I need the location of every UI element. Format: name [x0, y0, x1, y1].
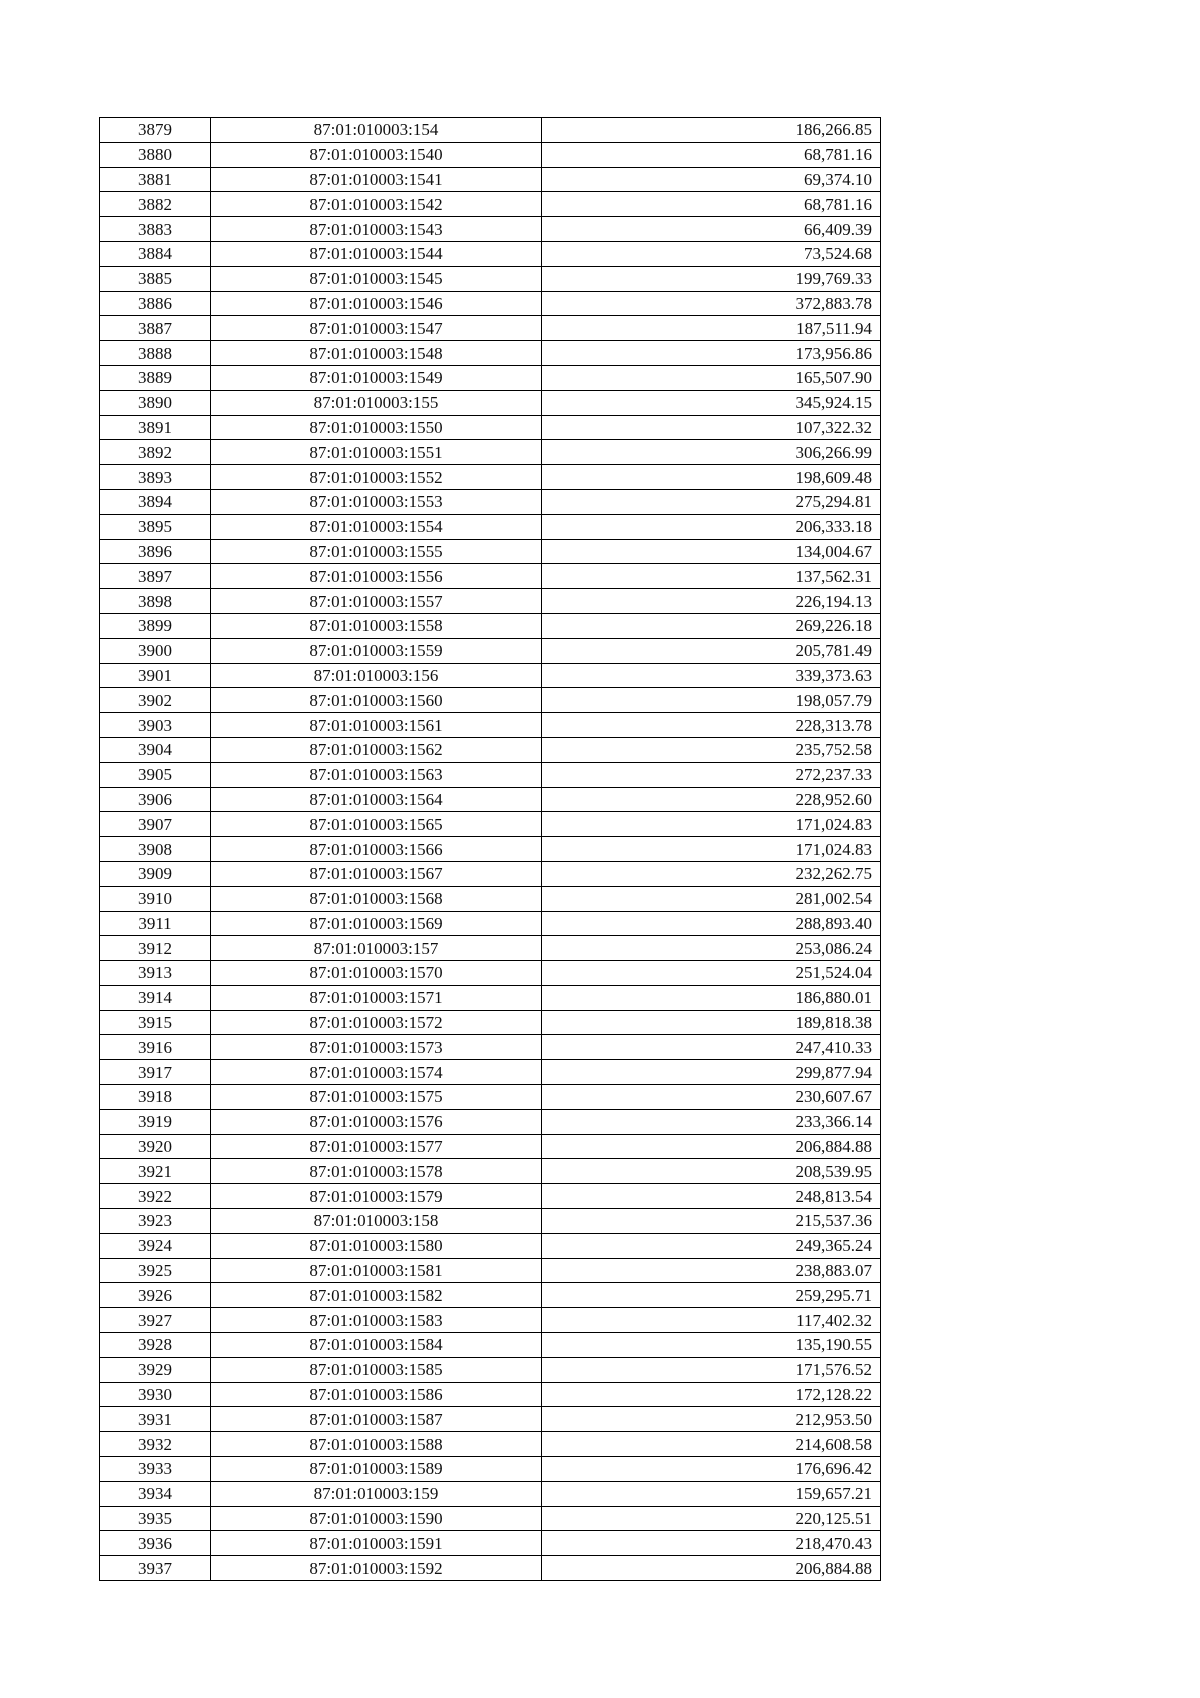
cadastral-number-cell: 87:01:010003:1572 — [211, 1010, 542, 1035]
table-row — [100, 762, 881, 787]
row-number-cell: 3885 — [100, 266, 211, 291]
row-number-cell: 3901 — [100, 663, 211, 688]
value-cell: 249,365.24 — [542, 1233, 881, 1258]
table-row — [100, 365, 881, 390]
cadastral-number-cell: 87:01:010003:159 — [211, 1481, 542, 1506]
cadastral-number-cell: 87:01:010003:1582 — [211, 1283, 542, 1308]
value-cell: 226,194.13 — [542, 589, 881, 614]
cadastral-number-cell: 87:01:010003:1560 — [211, 688, 542, 713]
value-cell: 68,781.16 — [542, 142, 881, 167]
table-row — [100, 1333, 881, 1358]
row-number-cell: 3937 — [100, 1556, 211, 1581]
table-row — [100, 217, 881, 242]
row-number-cell: 3929 — [100, 1357, 211, 1382]
cadastral-number-cell: 87:01:010003:1592 — [211, 1556, 542, 1581]
row-number-cell: 3911 — [100, 911, 211, 936]
row-number-cell: 3913 — [100, 961, 211, 986]
row-number-cell: 3926 — [100, 1283, 211, 1308]
table-row — [100, 1209, 881, 1234]
value-cell: 199,769.33 — [542, 266, 881, 291]
cadastral-number-cell: 87:01:010003:1567 — [211, 861, 542, 886]
cadastral-number-cell: 87:01:010003:1579 — [211, 1184, 542, 1209]
table-row — [100, 688, 881, 713]
table-row — [100, 638, 881, 663]
cadastral-number-cell: 87:01:010003:1583 — [211, 1308, 542, 1333]
cadastral-number-cell: 87:01:010003:1573 — [211, 1035, 542, 1060]
value-cell: 272,237.33 — [542, 762, 881, 787]
row-number-cell: 3917 — [100, 1060, 211, 1085]
cadastral-number-cell: 87:01:010003:1541 — [211, 167, 542, 192]
row-number-cell: 3918 — [100, 1085, 211, 1110]
table-row — [100, 539, 881, 564]
table-row — [100, 1134, 881, 1159]
row-number-cell: 3932 — [100, 1432, 211, 1457]
row-number-cell: 3930 — [100, 1382, 211, 1407]
value-cell: 288,893.40 — [542, 911, 881, 936]
row-number-cell: 3908 — [100, 837, 211, 862]
cadastral-number-cell: 87:01:010003:1561 — [211, 713, 542, 738]
table-row — [100, 390, 881, 415]
table-row — [100, 1184, 881, 1209]
value-cell: 205,781.49 — [542, 638, 881, 663]
cadastral-number-cell: 87:01:010003:1549 — [211, 365, 542, 390]
cadastral-number-cell: 87:01:010003:1563 — [211, 762, 542, 787]
cadastral-number-cell: 87:01:010003:1565 — [211, 812, 542, 837]
table-row — [100, 316, 881, 341]
cadastral-number-cell: 87:01:010003:1562 — [211, 737, 542, 762]
cadastral-number-cell: 87:01:010003:1552 — [211, 465, 542, 490]
row-number-cell: 3919 — [100, 1109, 211, 1134]
row-number-cell: 3889 — [100, 365, 211, 390]
table-row — [100, 713, 881, 738]
value-cell: 372,883.78 — [542, 291, 881, 316]
value-cell: 73,524.68 — [542, 241, 881, 266]
row-number-cell: 3909 — [100, 861, 211, 886]
value-cell: 238,883.07 — [542, 1258, 881, 1283]
value-cell: 235,752.58 — [542, 737, 881, 762]
row-number-cell: 3886 — [100, 291, 211, 316]
value-cell: 247,410.33 — [542, 1035, 881, 1060]
value-cell: 206,884.88 — [542, 1134, 881, 1159]
value-cell: 253,086.24 — [542, 936, 881, 961]
table-row — [100, 589, 881, 614]
row-number-cell: 3920 — [100, 1134, 211, 1159]
value-cell: 135,190.55 — [542, 1333, 881, 1358]
table-row — [100, 167, 881, 192]
row-number-cell: 3922 — [100, 1184, 211, 1209]
cadastral-number-cell: 87:01:010003:1574 — [211, 1060, 542, 1085]
table-row — [100, 737, 881, 762]
table-row — [100, 489, 881, 514]
cadastral-number-cell: 87:01:010003:1553 — [211, 489, 542, 514]
row-number-cell: 3905 — [100, 762, 211, 787]
table-row — [100, 118, 881, 143]
value-cell: 306,266.99 — [542, 440, 881, 465]
cadastral-value-table — [99, 117, 881, 1581]
row-number-cell: 3894 — [100, 489, 211, 514]
value-cell: 275,294.81 — [542, 489, 881, 514]
table-row — [100, 1556, 881, 1581]
table-row — [100, 613, 881, 638]
cadastral-number-cell: 87:01:010003:1557 — [211, 589, 542, 614]
cadastral-number-cell: 87:01:010003:1544 — [211, 241, 542, 266]
cadastral-number-cell: 87:01:010003:156 — [211, 663, 542, 688]
cadastral-number-cell: 87:01:010003:1551 — [211, 440, 542, 465]
value-cell: 208,539.95 — [542, 1159, 881, 1184]
table-row — [100, 1109, 881, 1134]
cadastral-number-cell: 87:01:010003:1591 — [211, 1531, 542, 1556]
value-cell: 165,507.90 — [542, 365, 881, 390]
table-row — [100, 812, 881, 837]
row-number-cell: 3924 — [100, 1233, 211, 1258]
table-row — [100, 663, 881, 688]
table-row — [100, 961, 881, 986]
value-cell: 117,402.32 — [542, 1308, 881, 1333]
row-number-cell: 3900 — [100, 638, 211, 663]
row-number-cell: 3915 — [100, 1010, 211, 1035]
cadastral-number-cell: 87:01:010003:1558 — [211, 613, 542, 638]
value-cell: 69,374.10 — [542, 167, 881, 192]
table-row — [100, 1506, 881, 1531]
value-cell: 68,781.16 — [542, 192, 881, 217]
row-number-cell: 3891 — [100, 415, 211, 440]
row-number-cell: 3933 — [100, 1457, 211, 1482]
row-number-cell: 3931 — [100, 1407, 211, 1432]
row-number-cell: 3906 — [100, 787, 211, 812]
cadastral-number-cell: 87:01:010003:1586 — [211, 1382, 542, 1407]
row-number-cell: 3916 — [100, 1035, 211, 1060]
value-cell: 259,295.71 — [542, 1283, 881, 1308]
cadastral-number-cell: 87:01:010003:1571 — [211, 985, 542, 1010]
table-row — [100, 341, 881, 366]
cadastral-number-cell: 87:01:010003:1577 — [211, 1134, 542, 1159]
table-row — [100, 1085, 881, 1110]
cadastral-number-cell: 87:01:010003:1540 — [211, 142, 542, 167]
row-number-cell: 3910 — [100, 886, 211, 911]
value-cell: 215,537.36 — [542, 1209, 881, 1234]
value-cell: 198,609.48 — [542, 465, 881, 490]
value-cell: 218,470.43 — [542, 1531, 881, 1556]
value-cell: 228,952.60 — [542, 787, 881, 812]
table-row — [100, 837, 881, 862]
row-number-cell: 3897 — [100, 564, 211, 589]
table-row — [100, 936, 881, 961]
cadastral-number-cell: 87:01:010003:1545 — [211, 266, 542, 291]
cadastral-number-cell: 87:01:010003:1581 — [211, 1258, 542, 1283]
row-number-cell: 3903 — [100, 713, 211, 738]
table-row — [100, 1481, 881, 1506]
row-number-cell: 3914 — [100, 985, 211, 1010]
table-row — [100, 1407, 881, 1432]
row-number-cell: 3912 — [100, 936, 211, 961]
value-cell: 176,696.42 — [542, 1457, 881, 1482]
table-row — [100, 886, 881, 911]
cadastral-number-cell: 87:01:010003:1576 — [211, 1109, 542, 1134]
row-number-cell: 3936 — [100, 1531, 211, 1556]
table-row — [100, 142, 881, 167]
value-cell: 228,313.78 — [542, 713, 881, 738]
value-cell: 232,262.75 — [542, 861, 881, 886]
value-cell: 212,953.50 — [542, 1407, 881, 1432]
cadastral-number-cell: 87:01:010003:1564 — [211, 787, 542, 812]
row-number-cell: 3881 — [100, 167, 211, 192]
cadastral-number-cell: 87:01:010003:1584 — [211, 1333, 542, 1358]
value-cell: 230,607.67 — [542, 1085, 881, 1110]
row-number-cell: 3907 — [100, 812, 211, 837]
table-body — [100, 118, 881, 1581]
value-cell: 172,128.22 — [542, 1382, 881, 1407]
cadastral-number-cell: 87:01:010003:1555 — [211, 539, 542, 564]
value-cell: 159,657.21 — [542, 1481, 881, 1506]
row-number-cell: 3899 — [100, 613, 211, 638]
value-cell: 134,004.67 — [542, 539, 881, 564]
cadastral-number-cell: 87:01:010003:1590 — [211, 1506, 542, 1531]
value-cell: 173,956.86 — [542, 341, 881, 366]
row-number-cell: 3902 — [100, 688, 211, 713]
cadastral-number-cell: 87:01:010003:1570 — [211, 961, 542, 986]
cadastral-number-cell: 87:01:010003:1547 — [211, 316, 542, 341]
cadastral-number-cell: 87:01:010003:1543 — [211, 217, 542, 242]
cadastral-number-cell: 87:01:010003:1556 — [211, 564, 542, 589]
value-cell: 171,024.83 — [542, 812, 881, 837]
row-number-cell: 3883 — [100, 217, 211, 242]
cadastral-number-cell: 87:01:010003:1569 — [211, 911, 542, 936]
value-cell: 233,366.14 — [542, 1109, 881, 1134]
table-row — [100, 1531, 881, 1556]
table-row — [100, 861, 881, 886]
cadastral-number-cell: 87:01:010003:1589 — [211, 1457, 542, 1482]
table-row — [100, 1010, 881, 1035]
table-row — [100, 415, 881, 440]
cadastral-number-cell: 87:01:010003:1580 — [211, 1233, 542, 1258]
value-cell: 206,884.88 — [542, 1556, 881, 1581]
row-number-cell: 3927 — [100, 1308, 211, 1333]
value-cell: 214,608.58 — [542, 1432, 881, 1457]
cadastral-number-cell: 87:01:010003:1546 — [211, 291, 542, 316]
table-row — [100, 1258, 881, 1283]
value-cell: 66,409.39 — [542, 217, 881, 242]
row-number-cell: 3925 — [100, 1258, 211, 1283]
value-cell: 198,057.79 — [542, 688, 881, 713]
cadastral-number-cell: 87:01:010003:1585 — [211, 1357, 542, 1382]
value-cell: 248,813.54 — [542, 1184, 881, 1209]
table-row — [100, 1432, 881, 1457]
cadastral-number-cell: 87:01:010003:1568 — [211, 886, 542, 911]
cadastral-number-cell: 87:01:010003:154 — [211, 118, 542, 143]
row-number-cell: 3898 — [100, 589, 211, 614]
table-row — [100, 1035, 881, 1060]
row-number-cell: 3879 — [100, 118, 211, 143]
cadastral-number-cell: 87:01:010003:1588 — [211, 1432, 542, 1457]
value-cell: 345,924.15 — [542, 390, 881, 415]
value-cell: 189,818.38 — [542, 1010, 881, 1035]
value-cell: 299,877.94 — [542, 1060, 881, 1085]
row-number-cell: 3893 — [100, 465, 211, 490]
cadastral-number-cell: 87:01:010003:158 — [211, 1209, 542, 1234]
value-cell: 187,511.94 — [542, 316, 881, 341]
value-cell: 269,226.18 — [542, 613, 881, 638]
table-row — [100, 266, 881, 291]
table-row — [100, 291, 881, 316]
row-number-cell: 3904 — [100, 737, 211, 762]
cadastral-number-cell: 87:01:010003:155 — [211, 390, 542, 415]
table-row — [100, 1357, 881, 1382]
cadastral-number-cell: 87:01:010003:1575 — [211, 1085, 542, 1110]
table-row — [100, 241, 881, 266]
value-cell: 220,125.51 — [542, 1506, 881, 1531]
row-number-cell: 3934 — [100, 1481, 211, 1506]
cadastral-number-cell: 87:01:010003:1548 — [211, 341, 542, 366]
row-number-cell: 3888 — [100, 341, 211, 366]
table-row — [100, 465, 881, 490]
cadastral-number-cell: 87:01:010003:1559 — [211, 638, 542, 663]
value-cell: 206,333.18 — [542, 514, 881, 539]
cadastral-number-cell: 87:01:010003:1587 — [211, 1407, 542, 1432]
value-cell: 171,024.83 — [542, 837, 881, 862]
cadastral-number-cell: 87:01:010003:1578 — [211, 1159, 542, 1184]
table-row — [100, 1308, 881, 1333]
value-cell: 251,524.04 — [542, 961, 881, 986]
value-cell: 137,562.31 — [542, 564, 881, 589]
value-cell: 339,373.63 — [542, 663, 881, 688]
row-number-cell: 3882 — [100, 192, 211, 217]
table-row — [100, 1159, 881, 1184]
table-row — [100, 514, 881, 539]
cadastral-number-cell: 87:01:010003:1566 — [211, 837, 542, 862]
row-number-cell: 3887 — [100, 316, 211, 341]
cadastral-number-cell: 87:01:010003:1542 — [211, 192, 542, 217]
value-cell: 186,880.01 — [542, 985, 881, 1010]
cadastral-number-cell: 87:01:010003:1554 — [211, 514, 542, 539]
row-number-cell: 3880 — [100, 142, 211, 167]
row-number-cell: 3928 — [100, 1333, 211, 1358]
row-number-cell: 3896 — [100, 539, 211, 564]
row-number-cell: 3884 — [100, 241, 211, 266]
row-number-cell: 3921 — [100, 1159, 211, 1184]
row-number-cell: 3892 — [100, 440, 211, 465]
table-row — [100, 787, 881, 812]
value-cell: 281,002.54 — [542, 886, 881, 911]
table-row — [100, 1457, 881, 1482]
row-number-cell: 3935 — [100, 1506, 211, 1531]
table-row — [100, 985, 881, 1010]
table-row — [100, 1382, 881, 1407]
row-number-cell: 3890 — [100, 390, 211, 415]
table-row — [100, 564, 881, 589]
table-row — [100, 440, 881, 465]
value-cell: 171,576.52 — [542, 1357, 881, 1382]
table-row — [100, 1060, 881, 1085]
cadastral-number-cell: 87:01:010003:157 — [211, 936, 542, 961]
table-row — [100, 1283, 881, 1308]
table-row — [100, 1233, 881, 1258]
value-cell: 107,322.32 — [542, 415, 881, 440]
value-cell: 186,266.85 — [542, 118, 881, 143]
row-number-cell: 3923 — [100, 1209, 211, 1234]
row-number-cell: 3895 — [100, 514, 211, 539]
cadastral-number-cell: 87:01:010003:1550 — [211, 415, 542, 440]
table-row — [100, 911, 881, 936]
table-row — [100, 192, 881, 217]
